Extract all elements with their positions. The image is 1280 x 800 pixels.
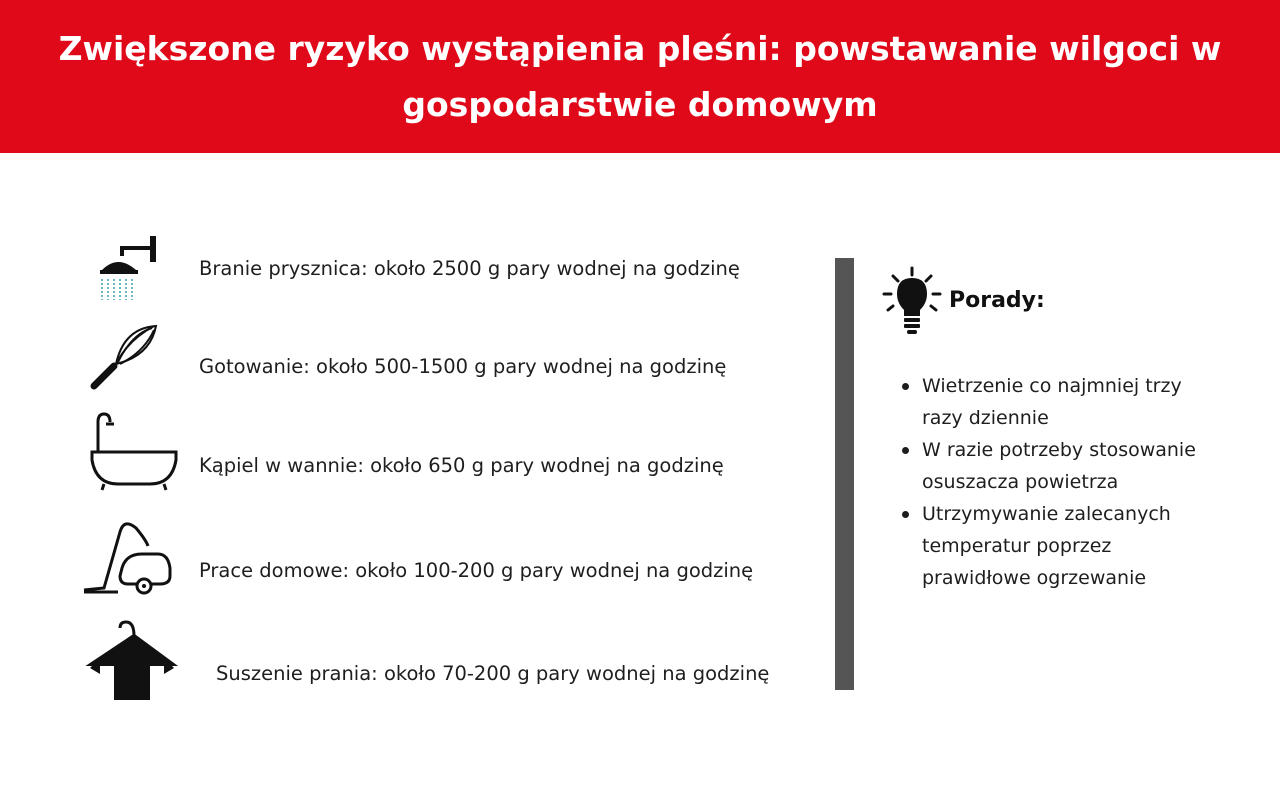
moisture-source-label: Suszenie prania: około 70-200 g pary wodnej na godzinę <box>216 662 770 685</box>
vertical-divider <box>835 258 854 690</box>
bathtub-icon <box>80 408 180 498</box>
moisture-source-label: Gotowanie: około 500-1500 g pary wodnej na godzinę <box>199 355 727 378</box>
shower-icon <box>80 226 180 316</box>
clothes-hanger-icon <box>80 614 180 704</box>
tip-item: Wietrzenie co najmniej trzy razy dziennie <box>902 370 1202 434</box>
page-title: Zwiększone ryzyko wystąpienia pleśni: powstawanie wilgoci w gospodarstwie domowym <box>58 28 1222 124</box>
tips-header <box>880 266 1180 338</box>
moisture-source-label: Branie prysznica: około 2500 g pary wodnej na godzinę <box>199 257 740 280</box>
moisture-source-label: Prace domowe: około 100-200 g pary wodnej na godzinę <box>199 559 754 582</box>
tips-list <box>902 370 1202 594</box>
tips-title: Porady: <box>949 288 1045 313</box>
vacuum-cleaner-icon <box>80 514 180 604</box>
whisk-icon <box>80 320 180 410</box>
tip-item: Utrzymywanie zalecanych temperatur poprzez prawidłowe ogrzewanie <box>902 498 1202 594</box>
tip-item: W razie potrzeby stosowanie osuszacza powietrza <box>902 434 1202 498</box>
header-banner <box>0 0 1280 153</box>
lightbulb-icon <box>880 266 944 338</box>
moisture-source-label: Kąpiel w wannie: około 650 g pary wodnej na godzinę <box>199 454 724 477</box>
